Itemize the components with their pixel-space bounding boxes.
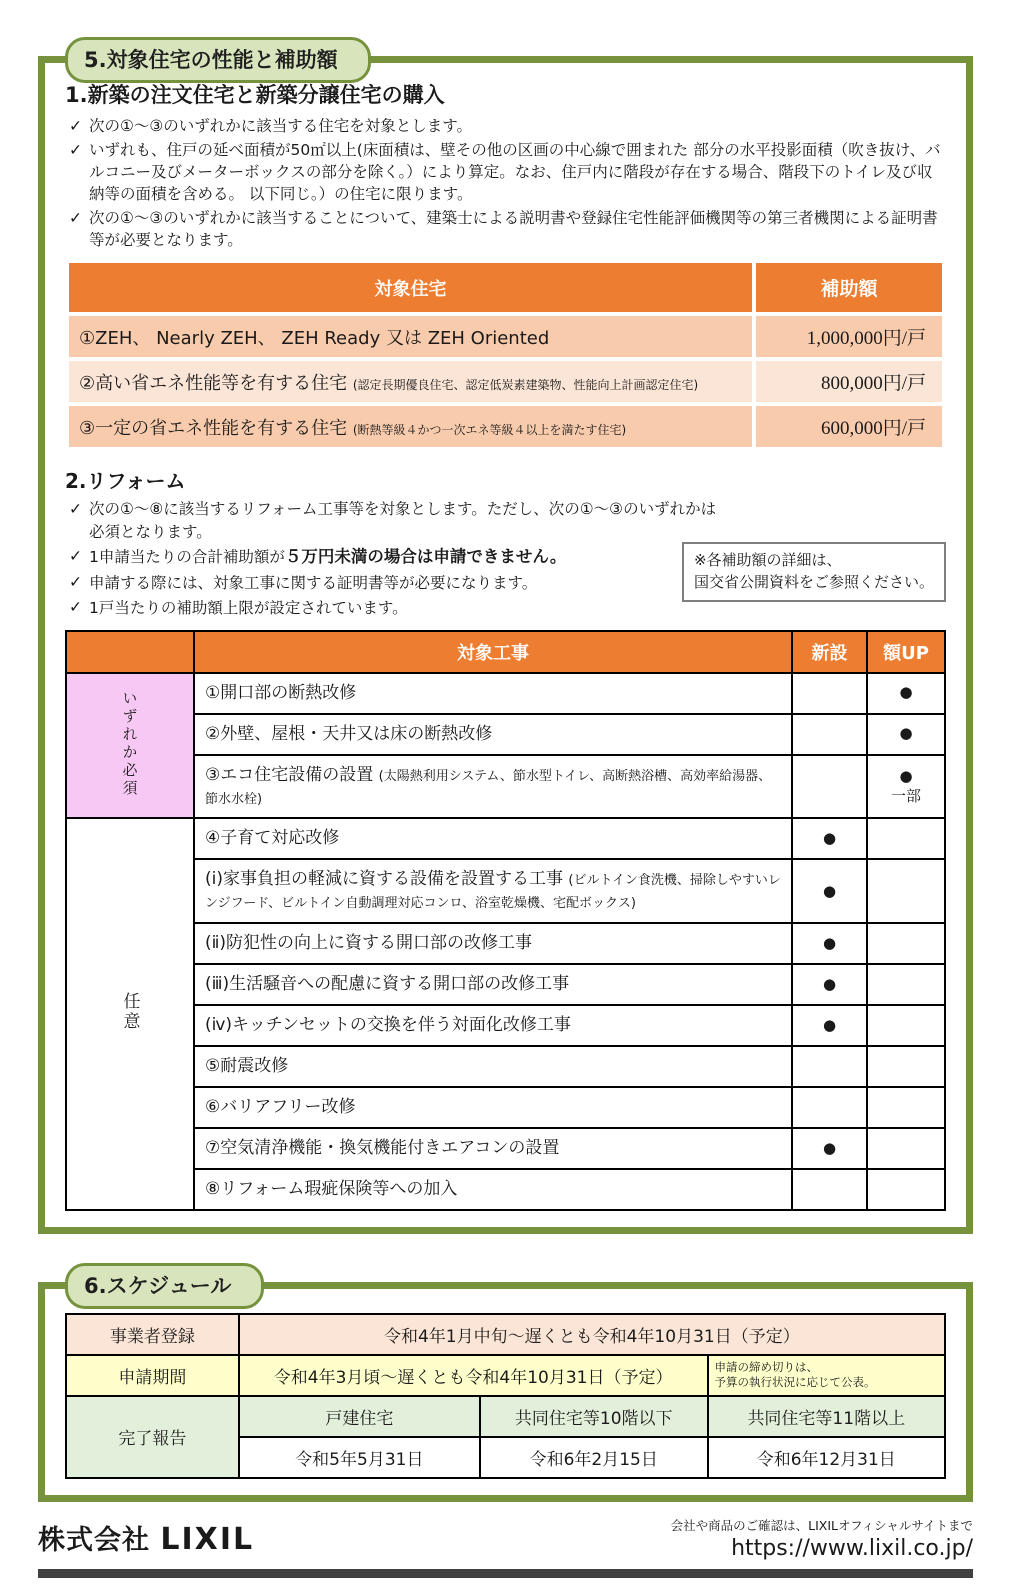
reform-bullet-2: ✓ 1申請当たりの合計補助額が５万円未満の場合は申請できません。 — [69, 547, 567, 567]
application-note-line-2: 予算の執行状況に応じて公表。 — [714, 1375, 876, 1390]
group-header-cell — [66, 631, 194, 673]
section-6-box — [38, 1273, 973, 1502]
official-site-block — [671, 1516, 973, 1561]
up-dot-cell — [867, 818, 945, 859]
work-row — [66, 923, 945, 964]
work-row — [66, 673, 945, 714]
work-header: 対象工事 — [194, 631, 792, 673]
new-dot-cell — [792, 714, 867, 755]
housing-type-cell: ①ZEH、 Nearly ZEH、 ZEH Ready 又は ZEH Oriented — [69, 316, 752, 357]
new-dot-cell — [792, 673, 867, 714]
work-label-cell: (ⅲ)生活騒音への配慮に資する開口部の改修工事 — [194, 964, 792, 1005]
completion-label: 完了報告 — [66, 1396, 239, 1478]
subsidy-amount-cell: 1,000,000円/戸 — [756, 316, 942, 357]
company-address — [713, 1590, 973, 1592]
application-period: 令和4年3月頃～遅くとも令和4年10月31日（予定） — [239, 1355, 708, 1396]
reform-bullets — [65, 498, 725, 620]
new-dot-cell — [792, 1046, 867, 1087]
new-header: 新設 — [792, 631, 867, 673]
site-note: 会社や商品のご確認は、LIXILオフィシャルサイトまで — [670, 1517, 973, 1533]
check-icon: ✓ — [69, 572, 82, 591]
group-required-cell: いずれか必須 — [66, 673, 194, 819]
up-dot-cell — [867, 923, 945, 964]
reform-bullet-1: ✓ 次の①～⑧に該当するリフォーム工事等を対象とします。ただし、次の①～③のいずれかは必須となります。 — [69, 500, 717, 541]
application-note-line-1: 申請の締め切りは、 — [714, 1359, 819, 1374]
new-dot-cell: ● — [792, 1005, 867, 1046]
footer-divider-bar — [38, 1569, 973, 1578]
work-label-cell: ⑧リフォーム瑕疵保険等への加入 — [194, 1169, 792, 1210]
works-header-row — [66, 631, 945, 673]
new-dot-cell: ● — [792, 859, 867, 923]
reform-bullet-4: ✓ 1戸当たりの補助額上限が設定されています。 — [69, 598, 408, 618]
reform-bullet-3: ✓ 申請する際には、対象工事に関する証明書等が必要になります。 — [69, 572, 538, 592]
target-housing-header: 対象住宅 — [69, 263, 752, 312]
newbuild-heading: 1.新築の注文住宅と新築分譲住宅の購入 — [65, 83, 445, 107]
up-dot-cell — [867, 964, 945, 1005]
up-dot-cell — [867, 1128, 945, 1169]
subsidy-amount-cell: 600,000円/戸 — [756, 406, 942, 447]
new-dot-cell — [792, 1087, 867, 1128]
check-icon: ✓ — [69, 547, 82, 566]
official-site-link[interactable]: https://www.lixil.co.jp/ — [731, 1535, 973, 1561]
work-row — [66, 818, 945, 859]
completion-col-head: 共同住宅等11階以上 — [708, 1396, 945, 1437]
table-row — [69, 361, 942, 402]
check-icon: ✓ — [69, 117, 82, 135]
work-label-cell: ⑥バリアフリー改修 — [194, 1087, 792, 1128]
footer-top — [38, 1516, 973, 1561]
up-dot-cell — [867, 1046, 945, 1087]
application-row — [66, 1355, 945, 1396]
company-logo — [38, 1518, 254, 1561]
schedule-table — [65, 1313, 946, 1479]
work-label-cell: ③エコ住宅設備の設置 (太陽熱利用システム、節水型トイレ、高断熱浴槽、高効率給湯器、節水水栓) — [194, 755, 792, 819]
up-dot-cell — [867, 1087, 945, 1128]
work-label-cell: ②外壁、屋根・天井又は床の断熱改修 — [194, 714, 792, 755]
registration-period: 令和4年1月中旬～遅くとも令和4年10月31日（予定） — [239, 1314, 945, 1355]
work-label-cell: ①開口部の断熱改修 — [194, 673, 792, 714]
completion-date: 令和5年5月31日 — [239, 1437, 480, 1478]
note-line-2: 国交省公開資料をご参照ください。 — [693, 572, 934, 591]
section-5-title: 5.対象住宅の性能と補助額 — [65, 37, 371, 83]
completion-col-head: 戸建住宅 — [239, 1396, 480, 1437]
up-dot-cell — [867, 1169, 945, 1210]
up-dot-cell: ● 一部 — [867, 755, 945, 819]
table-header-row — [69, 263, 942, 312]
work-label-cell: (ⅳ)キッチンセットの交換を伴う対面化改修工事 — [194, 1005, 792, 1046]
registration-row — [66, 1314, 945, 1355]
table-row — [69, 316, 942, 357]
new-dot-cell: ● — [792, 964, 867, 1005]
check-icon: ✓ — [69, 500, 82, 518]
note-line-1: ※各補助額の詳細は、 — [693, 551, 842, 569]
newbuild-bullets — [65, 115, 946, 251]
group-optional-cell: 任意 — [66, 818, 194, 1209]
housing-type-cell: ③一定の省エネ性能を有する住宅 (断熱等級４かつ一次エネ等級４以上を満たす住宅) — [69, 406, 752, 447]
section-5-box — [38, 48, 973, 1234]
subsidy-amount-cell: 800,000円/戸 — [756, 361, 942, 402]
newbuild-bullet-3: ✓ 次の①～③のいずれかに該当することについて、建築士による説明書や登録住宅性能評価機関等の第三者機関による証明書等が必要となります。 — [69, 209, 938, 249]
work-label-cell: ⑦空気清浄機能・換気機能付きエアコンの設置 — [194, 1128, 792, 1169]
reform-intro — [65, 498, 946, 620]
new-dot-cell: ● — [792, 818, 867, 859]
work-label-cell: (ⅰ)家事負担の軽減に資する設備を設置する工事 (ビルトイン食洗機、掃除しやすいレンジフード、ビルトイン自動調理対応コンロ、浴室乾燥機、宅配ボックス) — [194, 859, 792, 923]
reform-works-table — [65, 630, 946, 1211]
up-dot-cell — [867, 859, 945, 923]
work-label-cell: ④子育て対応改修 — [194, 818, 792, 859]
newbuild-bullet-1: ✓ 次の①～③のいずれかに該当する住宅を対象とします。 — [69, 117, 473, 135]
section-6-title: 6.スケジュール — [65, 1263, 264, 1309]
up-dot-cell — [867, 1005, 945, 1046]
check-icon: ✓ — [69, 598, 82, 617]
work-label-cell: (ⅱ)防犯性の向上に資する開口部の改修工事 — [194, 923, 792, 964]
new-dot-cell: ● — [792, 1128, 867, 1169]
work-row — [66, 1005, 945, 1046]
issue-date — [38, 1590, 287, 1592]
target-housing-table — [65, 259, 946, 451]
completion-col-head: 共同住宅等10階以下 — [480, 1396, 708, 1437]
registration-label: 事業者登録 — [66, 1314, 239, 1355]
newbuild-bullet-2: ✓ いずれも、住戸の延べ面積が50㎡以上(床面積は、壁その他の区画の中心線で囲まれた 部分の水平投影面積（吹き抜け、バルコニー及びメーターボックスの部分を除く。）により算定。なお、住戸内に階段が存在する場合、階段下のトイレ及び収納等の面積を含める。 以下同じ。）の住宅に限ります。 — [69, 141, 941, 203]
work-row — [66, 1087, 945, 1128]
work-row — [66, 1169, 945, 1210]
application-note — [708, 1355, 945, 1396]
company-name-latin: LIXIL — [160, 1521, 255, 1557]
completion-header-row — [66, 1396, 945, 1437]
footer — [0, 1502, 1009, 1592]
check-icon: ✓ — [69, 209, 82, 227]
new-dot-cell — [792, 1169, 867, 1210]
work-row — [66, 1128, 945, 1169]
work-row — [66, 1046, 945, 1087]
company-name-jp: 株式会社 — [38, 1524, 150, 1556]
table-row — [69, 406, 942, 447]
up-dot-cell: ● — [867, 673, 945, 714]
reform-heading: 2.リフォーム — [65, 469, 186, 493]
completion-date: 令和6年2月15日 — [480, 1437, 708, 1478]
footer-bottom — [38, 1590, 973, 1592]
work-row — [66, 755, 945, 819]
work-label-cell: ⑤耐震改修 — [194, 1046, 792, 1087]
application-label: 申請期間 — [66, 1355, 239, 1396]
work-row — [66, 859, 945, 923]
check-icon: ✓ — [69, 141, 82, 159]
housing-type-cell: ②高い省エネ性能等を有する住宅 (認定長期優良住宅、認定低炭素建築物、性能向上計画認定住宅) — [69, 361, 752, 402]
subsidy-header: 補助額 — [756, 263, 942, 312]
new-dot-cell — [792, 755, 867, 819]
work-row — [66, 964, 945, 1005]
work-row — [66, 714, 945, 755]
up-dot-cell: ● — [867, 714, 945, 755]
up-header: 額UP — [867, 631, 945, 673]
completion-date: 令和6年12月31日 — [708, 1437, 945, 1478]
new-dot-cell: ● — [792, 923, 867, 964]
subsidy-detail-note — [682, 542, 946, 602]
